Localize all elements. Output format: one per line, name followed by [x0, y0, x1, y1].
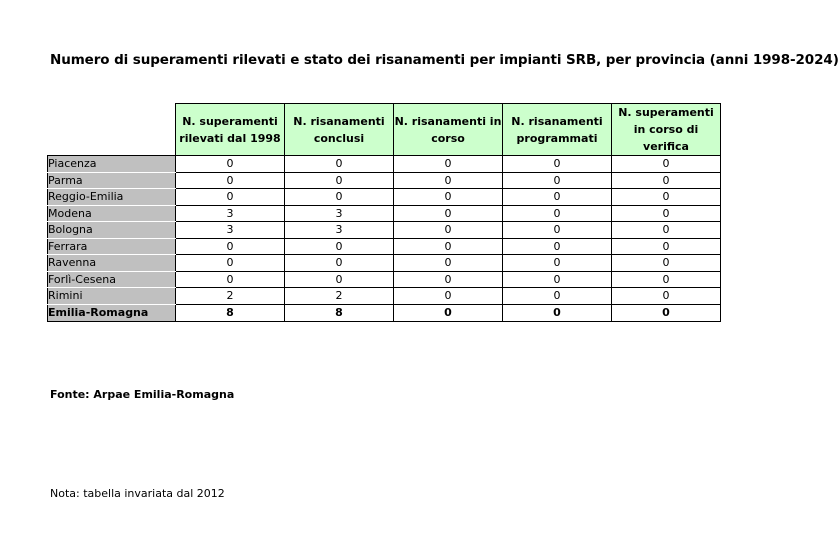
total-row-label: Emilia-Romagna	[48, 304, 176, 321]
table-cell: 0	[394, 288, 503, 305]
table-cell: 0	[285, 255, 394, 272]
total-cell: 0	[503, 304, 612, 321]
table-cell: 0	[612, 156, 721, 173]
table-cell: 0	[612, 255, 721, 272]
table-cell: 0	[612, 189, 721, 206]
row-label: Bologna	[48, 222, 176, 239]
table-row	[48, 288, 721, 305]
total-cell: 8	[176, 304, 285, 321]
table-cell: 0	[394, 205, 503, 222]
table-cell: 0	[285, 271, 394, 288]
table-cell: 0	[612, 222, 721, 239]
table-corner	[48, 104, 176, 156]
table-row	[48, 222, 721, 239]
table-row	[48, 271, 721, 288]
table-cell: 0	[176, 189, 285, 206]
table-cell: 0	[503, 255, 612, 272]
table-cell: 0	[612, 238, 721, 255]
table-cell: 0	[285, 189, 394, 206]
table-cell: 3	[285, 205, 394, 222]
table-cell: 0	[503, 271, 612, 288]
table-cell: 3	[285, 222, 394, 239]
row-label: Rimini	[48, 288, 176, 305]
table-row	[48, 255, 721, 272]
table-cell: 3	[176, 222, 285, 239]
table-cell: 0	[176, 172, 285, 189]
footnote: Nota: tabella invariata dal 2012	[50, 487, 225, 500]
table-cell: 0	[394, 238, 503, 255]
table-cell: 3	[176, 205, 285, 222]
table-row	[48, 172, 721, 189]
table-cell: 0	[612, 205, 721, 222]
table-cell: 0	[503, 172, 612, 189]
column-header-superamenti-in-verifica: N. superamenti in corso di verifica	[612, 104, 721, 156]
column-header-superamenti-rilevati: N. superamenti rilevati dal 1998	[176, 104, 285, 156]
table-cell: 2	[176, 288, 285, 305]
table-cell: 0	[176, 271, 285, 288]
table-cell: 0	[176, 156, 285, 173]
table-cell: 0	[394, 172, 503, 189]
table-cell: 2	[285, 288, 394, 305]
table-row	[48, 205, 721, 222]
table-cell: 0	[503, 238, 612, 255]
row-label: Reggio-Emilia	[48, 189, 176, 206]
table-row	[48, 238, 721, 255]
table-cell: 0	[285, 156, 394, 173]
data-table	[47, 103, 721, 322]
row-label: Piacenza	[48, 156, 176, 173]
table-cell: 0	[503, 288, 612, 305]
column-header-risanamenti-in-corso: N. risanamenti in corso	[394, 104, 503, 156]
table-cell: 0	[394, 271, 503, 288]
table-cell: 0	[503, 189, 612, 206]
total-row	[48, 304, 721, 321]
row-label: Modena	[48, 205, 176, 222]
table-cell: 0	[285, 172, 394, 189]
table-row	[48, 189, 721, 206]
row-label: Ferrara	[48, 238, 176, 255]
table-cell: 0	[394, 189, 503, 206]
table-cell: 0	[612, 172, 721, 189]
table-cell: 0	[176, 238, 285, 255]
table-cell: 0	[612, 271, 721, 288]
row-label: Ravenna	[48, 255, 176, 272]
column-header-risanamenti-conclusi: N. risanamenti conclusi	[285, 104, 394, 156]
table-cell: 0	[612, 288, 721, 305]
column-header-risanamenti-programmati: N. risanamenti programmati	[503, 104, 612, 156]
table-cell: 0	[394, 156, 503, 173]
source-note: Fonte: Arpae Emilia-Romagna	[50, 388, 235, 401]
table-cell: 0	[503, 222, 612, 239]
table-cell: 0	[285, 238, 394, 255]
table-cell: 0	[176, 255, 285, 272]
table-title: Numero di superamenti rilevati e stato dei risanamenti per impianti SRB, per provincia (anni 1998-2024)	[50, 52, 839, 68]
total-cell: 0	[612, 304, 721, 321]
table-row	[48, 156, 721, 173]
total-cell: 8	[285, 304, 394, 321]
row-label: Parma	[48, 172, 176, 189]
table-cell: 0	[503, 156, 612, 173]
total-cell: 0	[394, 304, 503, 321]
table-cell: 0	[394, 222, 503, 239]
table-header-row	[48, 104, 721, 156]
row-label: Forlì-Cesena	[48, 271, 176, 288]
table-cell: 0	[394, 255, 503, 272]
table-cell: 0	[503, 205, 612, 222]
